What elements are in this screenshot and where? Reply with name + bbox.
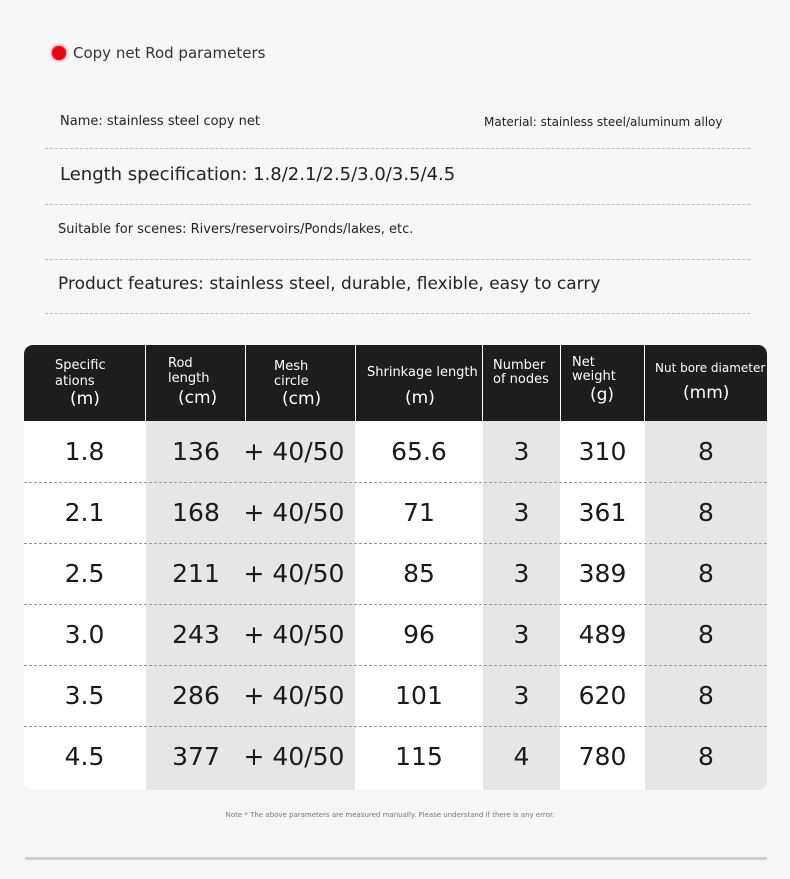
cell-number-of-nodes: 3: [513, 681, 530, 710]
cell-mesh-circle: + 40/50: [243, 559, 345, 588]
product-features: Product features: stainless steel, durable, flexible, easy to carry: [58, 274, 601, 294]
header-nut-bore-diameter: [645, 345, 767, 421]
cell-mesh-circle: + 40/50: [243, 681, 345, 710]
cell-specification: 2.5: [64, 559, 105, 588]
header-shrinkage-length: [356, 345, 482, 421]
cell-specification: 3.5: [64, 681, 105, 710]
cell-shrinkage-length: 65.6: [391, 437, 447, 466]
header-label: length: [168, 371, 210, 386]
header-label: Specific: [55, 358, 106, 373]
cell-net-weight: 310: [578, 437, 627, 466]
cell-rod-length: 286: [172, 681, 220, 710]
row-divider: [24, 665, 767, 666]
cell-specification: 2.1: [64, 498, 105, 527]
header-label: Nut bore diameter: [655, 361, 766, 375]
cell-rod-length: 243: [172, 620, 220, 649]
length-specification: Length specification: 1.8/2.1/2.5/3.0/3.5/4.5: [60, 164, 456, 185]
header-label: Mesh: [274, 359, 309, 374]
row-divider: [24, 726, 767, 727]
cell-shrinkage-length: 96: [403, 620, 435, 649]
header-unit: (m): [405, 388, 435, 408]
row-divider: [24, 543, 767, 544]
cell-mesh-circle: + 40/50: [243, 742, 345, 771]
footnote: Note * The above parameters are measured manually. Please understand if there is any error.: [225, 811, 555, 819]
section-title: [52, 44, 265, 62]
cell-net-weight: 780: [578, 742, 627, 771]
red-dot-icon: [52, 46, 66, 60]
bottom-divider: [25, 857, 767, 860]
cell-shrinkage-length: 71: [403, 498, 435, 527]
cell-nut-bore-diameter: 8: [698, 559, 714, 588]
cell-number-of-nodes: 4: [513, 742, 530, 771]
cell-shrinkage-length: 101: [395, 681, 443, 710]
cell-number-of-nodes: 3: [513, 620, 530, 649]
product-material: Material: stainless steel/aluminum alloy: [484, 115, 723, 129]
header-unit: (g): [590, 385, 615, 405]
header-label: weight: [572, 369, 616, 384]
row-divider: [24, 482, 767, 483]
table-header: [24, 345, 767, 421]
header-mesh-circle: [246, 345, 355, 421]
parameters-table: [24, 345, 767, 790]
cell-net-weight: 389: [578, 559, 627, 588]
header-label: of nodes: [493, 372, 549, 387]
cell-rod-length: 211: [172, 559, 220, 588]
cell-net-weight: 489: [578, 620, 627, 649]
cell-specification: 3.0: [64, 620, 105, 649]
cell-specification: 1.8: [64, 437, 105, 466]
header-unit: (m): [70, 389, 100, 409]
cell-rod-length: 377: [172, 742, 220, 771]
table-row: [24, 482, 767, 543]
cell-mesh-circle: + 40/50: [243, 498, 345, 527]
cell-number-of-nodes: 3: [513, 437, 530, 466]
suitable-scenes: Suitable for scenes: Rivers/reservoirs/Ponds/lakes, etc.: [58, 222, 414, 237]
cell-shrinkage-length: 85: [403, 559, 435, 588]
cell-rod-length: 168: [172, 498, 220, 527]
divider: [45, 259, 750, 260]
header-label: Number: [493, 358, 546, 373]
table-row: [24, 604, 767, 665]
cell-number-of-nodes: 3: [513, 559, 530, 588]
table-row: [24, 665, 767, 726]
header-unit: (cm): [282, 389, 322, 409]
header-unit: (mm): [683, 383, 730, 403]
cell-mesh-circle: + 40/50: [243, 620, 345, 649]
header-label: Rod: [168, 356, 193, 371]
cell-nut-bore-diameter: 8: [698, 620, 714, 649]
section-title-text: Copy net Rod parameters: [73, 44, 266, 62]
cell-number-of-nodes: 3: [513, 498, 530, 527]
cell-nut-bore-diameter: 8: [698, 437, 714, 466]
divider: [45, 204, 750, 205]
header-label: circle: [274, 374, 309, 389]
cell-net-weight: 620: [578, 681, 627, 710]
table-row: [24, 726, 767, 787]
header-net-weight: [561, 345, 644, 421]
header-specifications: [24, 345, 145, 421]
cell-rod-length: 136: [172, 437, 220, 466]
row-divider: [24, 604, 767, 605]
product-name: Name: stainless steel copy net: [60, 114, 260, 129]
header-label: Net: [572, 355, 595, 370]
header-label: ations: [55, 374, 95, 389]
header-number-of-nodes: [483, 345, 560, 421]
table-row: [24, 421, 767, 482]
header-unit: (cm): [178, 388, 218, 408]
cell-nut-bore-diameter: 8: [698, 498, 714, 527]
cell-nut-bore-diameter: 8: [698, 742, 714, 771]
table-row: [24, 543, 767, 604]
cell-specification: 4.5: [64, 742, 105, 771]
divider: [45, 313, 750, 314]
header-label: Shrinkage length: [367, 365, 478, 380]
cell-nut-bore-diameter: 8: [698, 681, 714, 710]
cell-net-weight: 361: [578, 498, 627, 527]
divider: [45, 148, 750, 149]
cell-shrinkage-length: 115: [395, 742, 443, 771]
cell-mesh-circle: + 40/50: [243, 437, 345, 466]
header-rod-length: [146, 345, 245, 421]
